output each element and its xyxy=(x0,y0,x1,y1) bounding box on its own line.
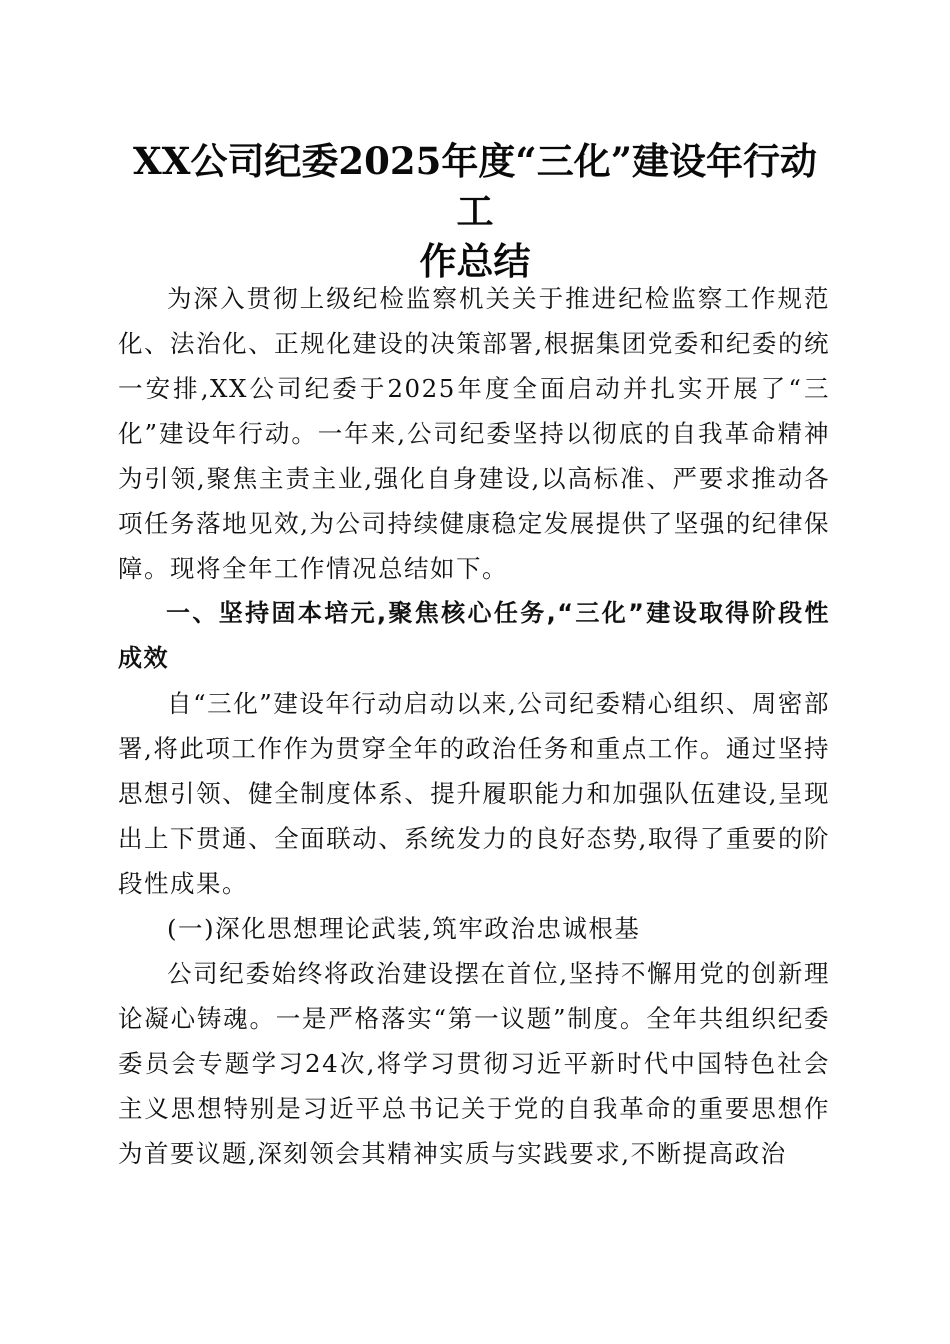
subsection-1-heading: (一)深化思想理论武装,筑牢政治忠诚根基 xyxy=(167,914,641,943)
section-1-heading: 一、坚持固本培元,聚焦核心任务,“三化”建设取得阶段性成效 xyxy=(118,599,830,672)
section-1-paragraph: 自“三化”建设年行动启动以来,公司纪委精心组织、周密部署,将此项工作作为贯穿全年的政治任务和重点工作。通过坚持思想引领、健全制度体系、提升履职能力和加强队伍建设,呈现出上下贯通、全面联动、系统发力的良好态势,取得了重要的阶段性成果。 xyxy=(118,689,830,898)
title-line-1: XX公司纪委2025年度“三化”建设年行动工 xyxy=(133,139,817,233)
intro-paragraph: 为深入贯彻上级纪检监察机关关于推进纪检监察工作规范化、法治化、正规化建设的决策部署,根据集团党委和纪委的统一安排,XX公司纪委于2025年度全面启动并扎实开展了“三化”建设年行动。一年来,公司纪委坚持以彻底的自我革命精神为引领,聚焦主责主业,强化自身建设,以高标准、严要求推动各项任务落地见效,为公司持续健康稳定发展提供了坚强的纪律保障。现将全年工作情况总结如下。 xyxy=(118,284,830,583)
document-body xyxy=(118,276,830,1176)
document-title xyxy=(118,136,832,286)
title-line-2: 作总结 xyxy=(419,239,531,283)
subsection-1-paragraph: 公司纪委始终将政治建设摆在首位,坚持不懈用党的创新理论凝心铸魂。一是严格落实“第一议题”制度。全年共组织纪委委员会专题学习24次,将学习贯彻习近平新时代中国特色社会主义思想特别是习近平总书记关于党的自我革命的重要思想作为首要议题,深刻领会其精神实质与实践要求,不断提高政治 xyxy=(118,959,830,1168)
